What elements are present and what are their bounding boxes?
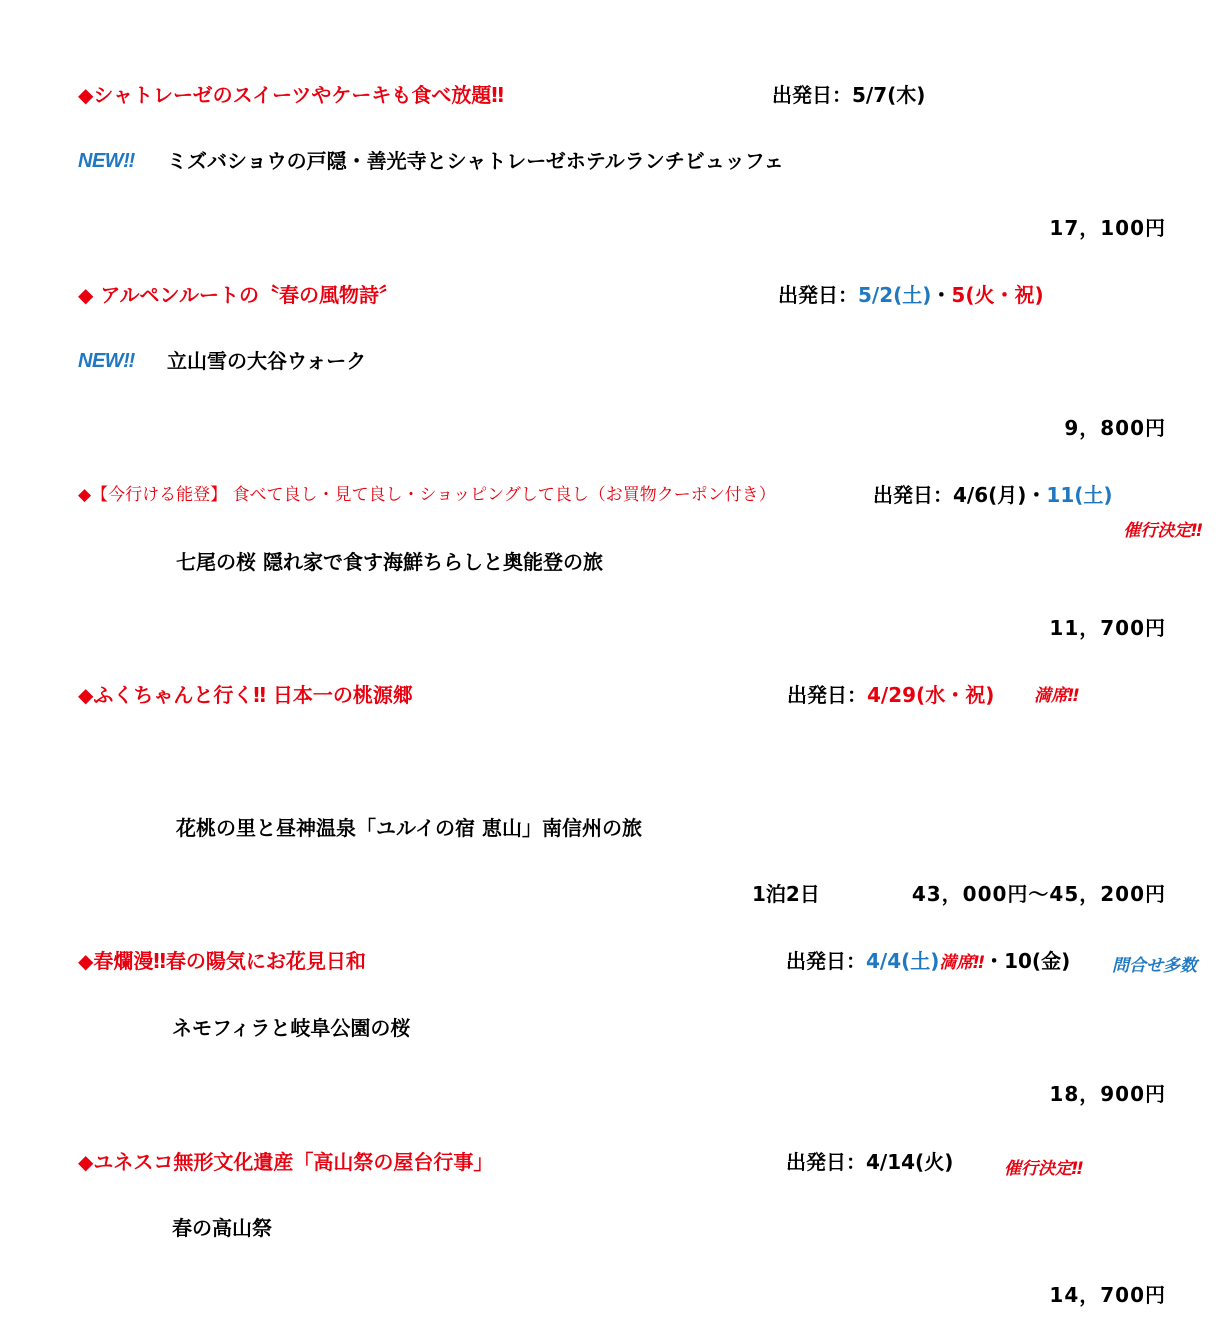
tour-subtitle: 花桃の里と昼神温泉「ユルイの宿 恵山」南信州の旅 xyxy=(176,816,642,840)
status-badge: 問合せ多数 xyxy=(1112,956,1197,976)
departure-date: 10(金) xyxy=(1004,949,1071,973)
tour-price: 18，900円 xyxy=(1049,1082,1166,1106)
tour-price: 9，800円 xyxy=(1064,416,1166,440)
departure-date: 5/2(土) xyxy=(858,283,932,307)
departure-info xyxy=(787,682,994,708)
tour-duration: 1泊2日 xyxy=(752,882,820,906)
tour-title: ◆春爛漫‼春の陽気にお花見日和 xyxy=(78,949,366,973)
tour-title: ◆ふくちゃんと行く‼ 日本一の桃源郷 xyxy=(78,683,413,707)
date-separator: ・ xyxy=(931,283,952,307)
departure-info xyxy=(786,948,1070,976)
departure-label: 出発日： xyxy=(786,1150,866,1174)
departure-date: 4/29(水・祝) xyxy=(867,683,995,707)
status-badge: 催行決定‼ xyxy=(1004,1159,1083,1179)
tour-subtitle: 七尾の桜 隠れ家で食す海鮮ちらしと奥能登の旅 xyxy=(176,550,603,574)
departure-date: 4/6(月) xyxy=(953,483,1027,507)
departure-info xyxy=(786,1149,953,1175)
date-separator: ・ xyxy=(1026,483,1047,507)
new-badge: NEW‼ xyxy=(78,350,135,372)
tour-subtitle: ネモフィラと岐阜公園の桜 xyxy=(172,1016,411,1040)
departure-label: 出発日： xyxy=(787,683,867,707)
date-separator: ・ xyxy=(984,949,1005,973)
tour-title: ◆【今行ける能登】 食べて良し・見て良し・ショッピングして良し（お買物クーポン付き） xyxy=(78,485,776,505)
departure-info xyxy=(772,82,925,108)
departure-date: 5/7(木) xyxy=(852,83,926,107)
new-badge: NEW‼ xyxy=(78,150,135,172)
tour-price: 43，000円～45，200円 xyxy=(911,882,1166,906)
tour-title: ◆ アルペンルートの〝春の風物詩〞 xyxy=(78,283,400,307)
status-badge: 満席‼ xyxy=(939,953,985,973)
tour-price: 11，700円 xyxy=(1049,616,1166,640)
tour-price: 17，100円 xyxy=(1049,216,1166,240)
tour-subtitle: 春の高山祭 xyxy=(172,1216,272,1240)
tour-subtitle: 立山雪の大谷ウォーク xyxy=(167,349,367,373)
departure-info xyxy=(778,282,1044,308)
departure-date: 11(土) xyxy=(1046,483,1113,507)
departure-date: 4/4(土) xyxy=(866,949,940,973)
tour-title: ◆シャトレーゼのスイーツやケーキも食べ放題‼ xyxy=(78,83,504,107)
tour-subtitle: ミズバショウの戸隠・善光寺とシャトレーゼホテルランチビュッフェ xyxy=(167,149,784,173)
departure-label: 出発日： xyxy=(772,83,852,107)
tour-price: 14，700円 xyxy=(1049,1283,1166,1307)
departure-label: 出発日： xyxy=(786,949,866,973)
departure-date: 4/14(火) xyxy=(866,1150,954,1174)
tour-title: ◆ユネスコ無形文化遺産「高山祭の屋台行事」 xyxy=(78,1150,494,1174)
departure-info xyxy=(873,482,1113,508)
departure-label: 出発日： xyxy=(778,283,858,307)
departure-label: 出発日： xyxy=(873,483,953,507)
status-badge: 催行決定‼ xyxy=(1123,521,1202,541)
status-badge: 満席‼ xyxy=(1034,686,1079,706)
departure-date: 5(火・祝) xyxy=(951,283,1044,307)
